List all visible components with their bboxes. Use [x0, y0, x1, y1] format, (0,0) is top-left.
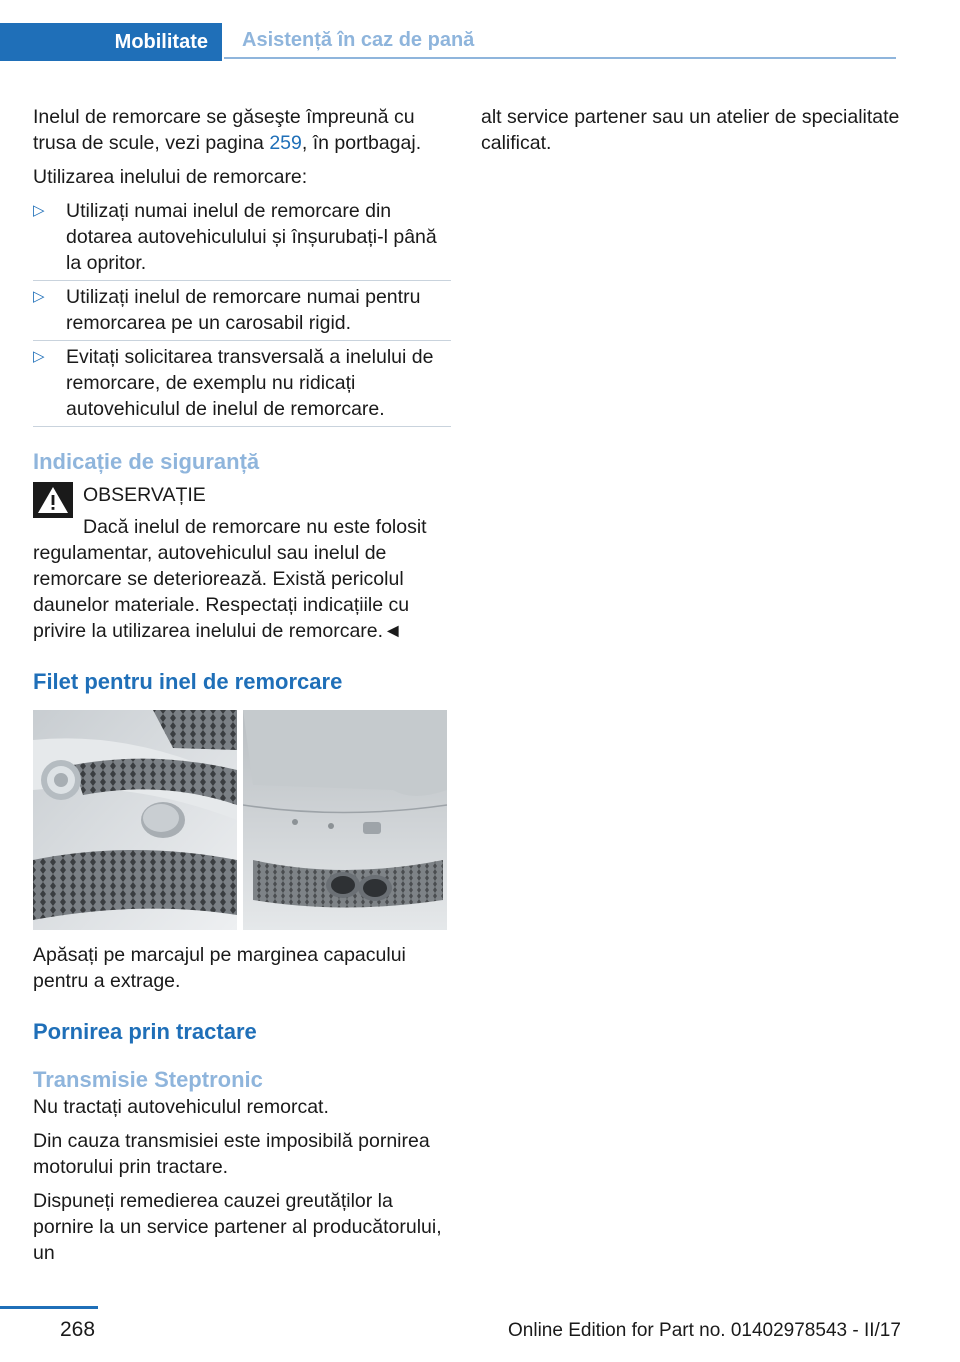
right-column — [481, 104, 901, 164]
tab-mobilitate[interactable]: Mobilitate — [0, 23, 222, 61]
edition-info: Online Edition for Part no. 01402978543 - II/17 — [508, 1320, 901, 1341]
continued-paragraph: alt service partener sau un atelier de specialitate calificat. — [481, 106, 900, 154]
tow-start-heading: Pornirea prin tractare — [33, 1019, 257, 1044]
image-caption: Apăsați pe marcajul pe marginea capacului pentru a extrage. — [33, 944, 406, 992]
triangle-bullet-icon: ▷ — [33, 348, 45, 365]
list-item — [33, 284, 451, 336]
list-item-text: Evitați solicitarea transversală a inelului de remorcare, de exemplu nu ridicați autovehiculul de inelul de remorcare. — [66, 346, 434, 420]
usage-list — [33, 198, 451, 422]
steptronic-heading: Transmisie Steptronic — [33, 1067, 263, 1092]
tow-thread-illustration — [33, 710, 447, 930]
header-tabs — [0, 0, 896, 62]
intro-text-1: Inelul de remorcare se găseşte împreună cu trusa de scule, vezi pagina — [33, 106, 415, 154]
intro-text-2: , în portbagaj. — [301, 132, 422, 154]
note-label: OBSERVAȚIE — [83, 484, 206, 506]
intro-paragraph — [33, 104, 451, 156]
page-number: 268 — [60, 1318, 96, 1341]
page-link[interactable]: 259 — [269, 132, 302, 154]
warning-icon — [33, 482, 73, 518]
thread-heading: Filet pentru inel de remorcare — [33, 669, 343, 694]
warning-note — [33, 482, 451, 644]
tab-asistenta[interactable]: Asistență în caz de pană — [224, 23, 896, 59]
triangle-bullet-icon: ▷ — [33, 288, 45, 305]
left-column — [33, 104, 451, 1274]
rear-bumper-image — [243, 710, 447, 930]
list-item-text: Utilizați inelul de remorcare numai pentru remorcarea pe un carosabil rigid. — [66, 286, 421, 334]
front-bumper-image — [33, 710, 237, 930]
usage-title: Utilizarea inelului de remorcare: — [33, 166, 308, 188]
triangle-bullet-icon: ▷ — [33, 202, 45, 219]
list-item — [33, 198, 451, 276]
steptronic-paragraph-1: Nu tractați autovehiculul remorcat. — [33, 1096, 329, 1118]
steptronic-paragraph-3: Dispuneți remedierea cauzei greutăților la pornire la un service partener al producătorului, un — [33, 1190, 442, 1264]
note-text: Dacă inelul de remorcare nu este folosit regulamentar, autovehiculul sau inelul de remorcare se deteriorează. Există pericolul daunelor materiale. Respectați indicațiile cu privire la utilizarea inelului de remorcare.◄ — [33, 516, 427, 642]
list-item — [33, 344, 451, 422]
steptronic-paragraph-2: Din cauza transmisiei este imposibilă pornirea motorului prin tractare. — [33, 1130, 430, 1178]
footer-divider — [0, 1306, 98, 1309]
safety-heading: Indicație de siguranță — [33, 449, 260, 474]
list-item-text: Utilizați numai inelul de remorcare din dotarea autovehiculului și înșurubați-l până la opritor. — [66, 200, 437, 274]
